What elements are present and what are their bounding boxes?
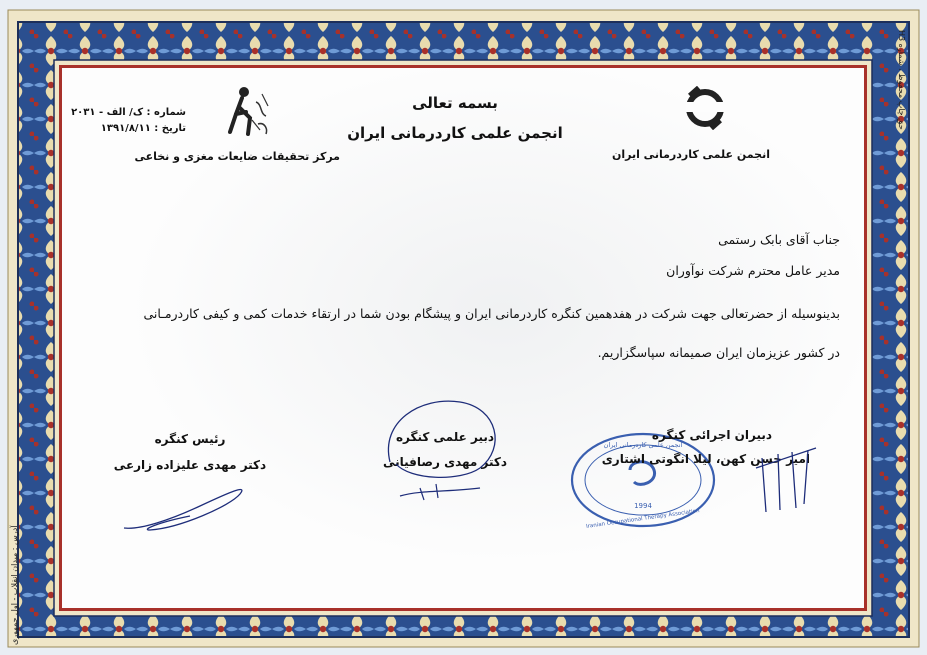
body-paragraph-line1: بدینوسیله از حضرتعالی جهت شرکت در هفدهمین کنگره کاردرمانی ایران و پیشگام بودن شما در ارتقاء خدمات کمی و کیفی کاردرمـانی [143,306,840,321]
congress-president-title: رئیس کنگره [154,432,226,446]
scientific-secretary-title: دبیر علمی کنگره [395,430,495,444]
body-paragraph-line2: در کشور عزیزمان ایران صمیمانه سپاسگزاریم. [597,345,840,360]
stamp-persian-text: انجمن علمی کاردرمانی ایران [603,441,683,449]
recipient-name: جناب آقای بابک رستمی [718,232,840,247]
left-edge-text: آدرس : میدان انقلاب - اول جمهوری [10,525,19,645]
stamp-year: 1994 [634,502,652,510]
stamp-english-text: Iranian Occupational Therapy Association [585,508,700,530]
executive-secretaries-names: امیر حسن کهن، لیلا انگوتی اشتاری [601,452,810,466]
research-center-logo-icon [222,84,276,138]
right-edge-text: حق چاپ محفوظ ، شماره H3 [897,30,906,130]
research-center-caption: مرکز تحقیقات ضایعات مغزی و نخاعی [134,150,340,163]
letter-number: شماره : ک/ الف - ۲۰۳۱ [71,107,186,118]
executive-secretaries-signature [752,438,822,518]
president-signature [120,470,260,540]
letter-date: تاریخ : ۱۳۹۱/۸/۱۱ [100,123,186,134]
bismillah-heading: بسمه تعالی [412,94,498,112]
congress-president-name: دکتر مهدی علیزاده زارعی [113,458,267,472]
scientific-secretary-name: دکتر مهدی رصافیانی [382,455,508,469]
scientific-secretary-signature [380,392,510,512]
association-stamp [568,430,718,530]
association-title: انجمن علمی کاردرمانی ایران [347,124,563,142]
association-logo-icon [682,86,728,130]
recipient-position: مدیر عامل محترم شرکت نوآوران [666,263,840,278]
executive-secretaries-title: دبیران اجرائی کنگره [651,428,773,442]
association-logo-caption: انجمن علمی کاردرمانی ایران [611,148,770,161]
